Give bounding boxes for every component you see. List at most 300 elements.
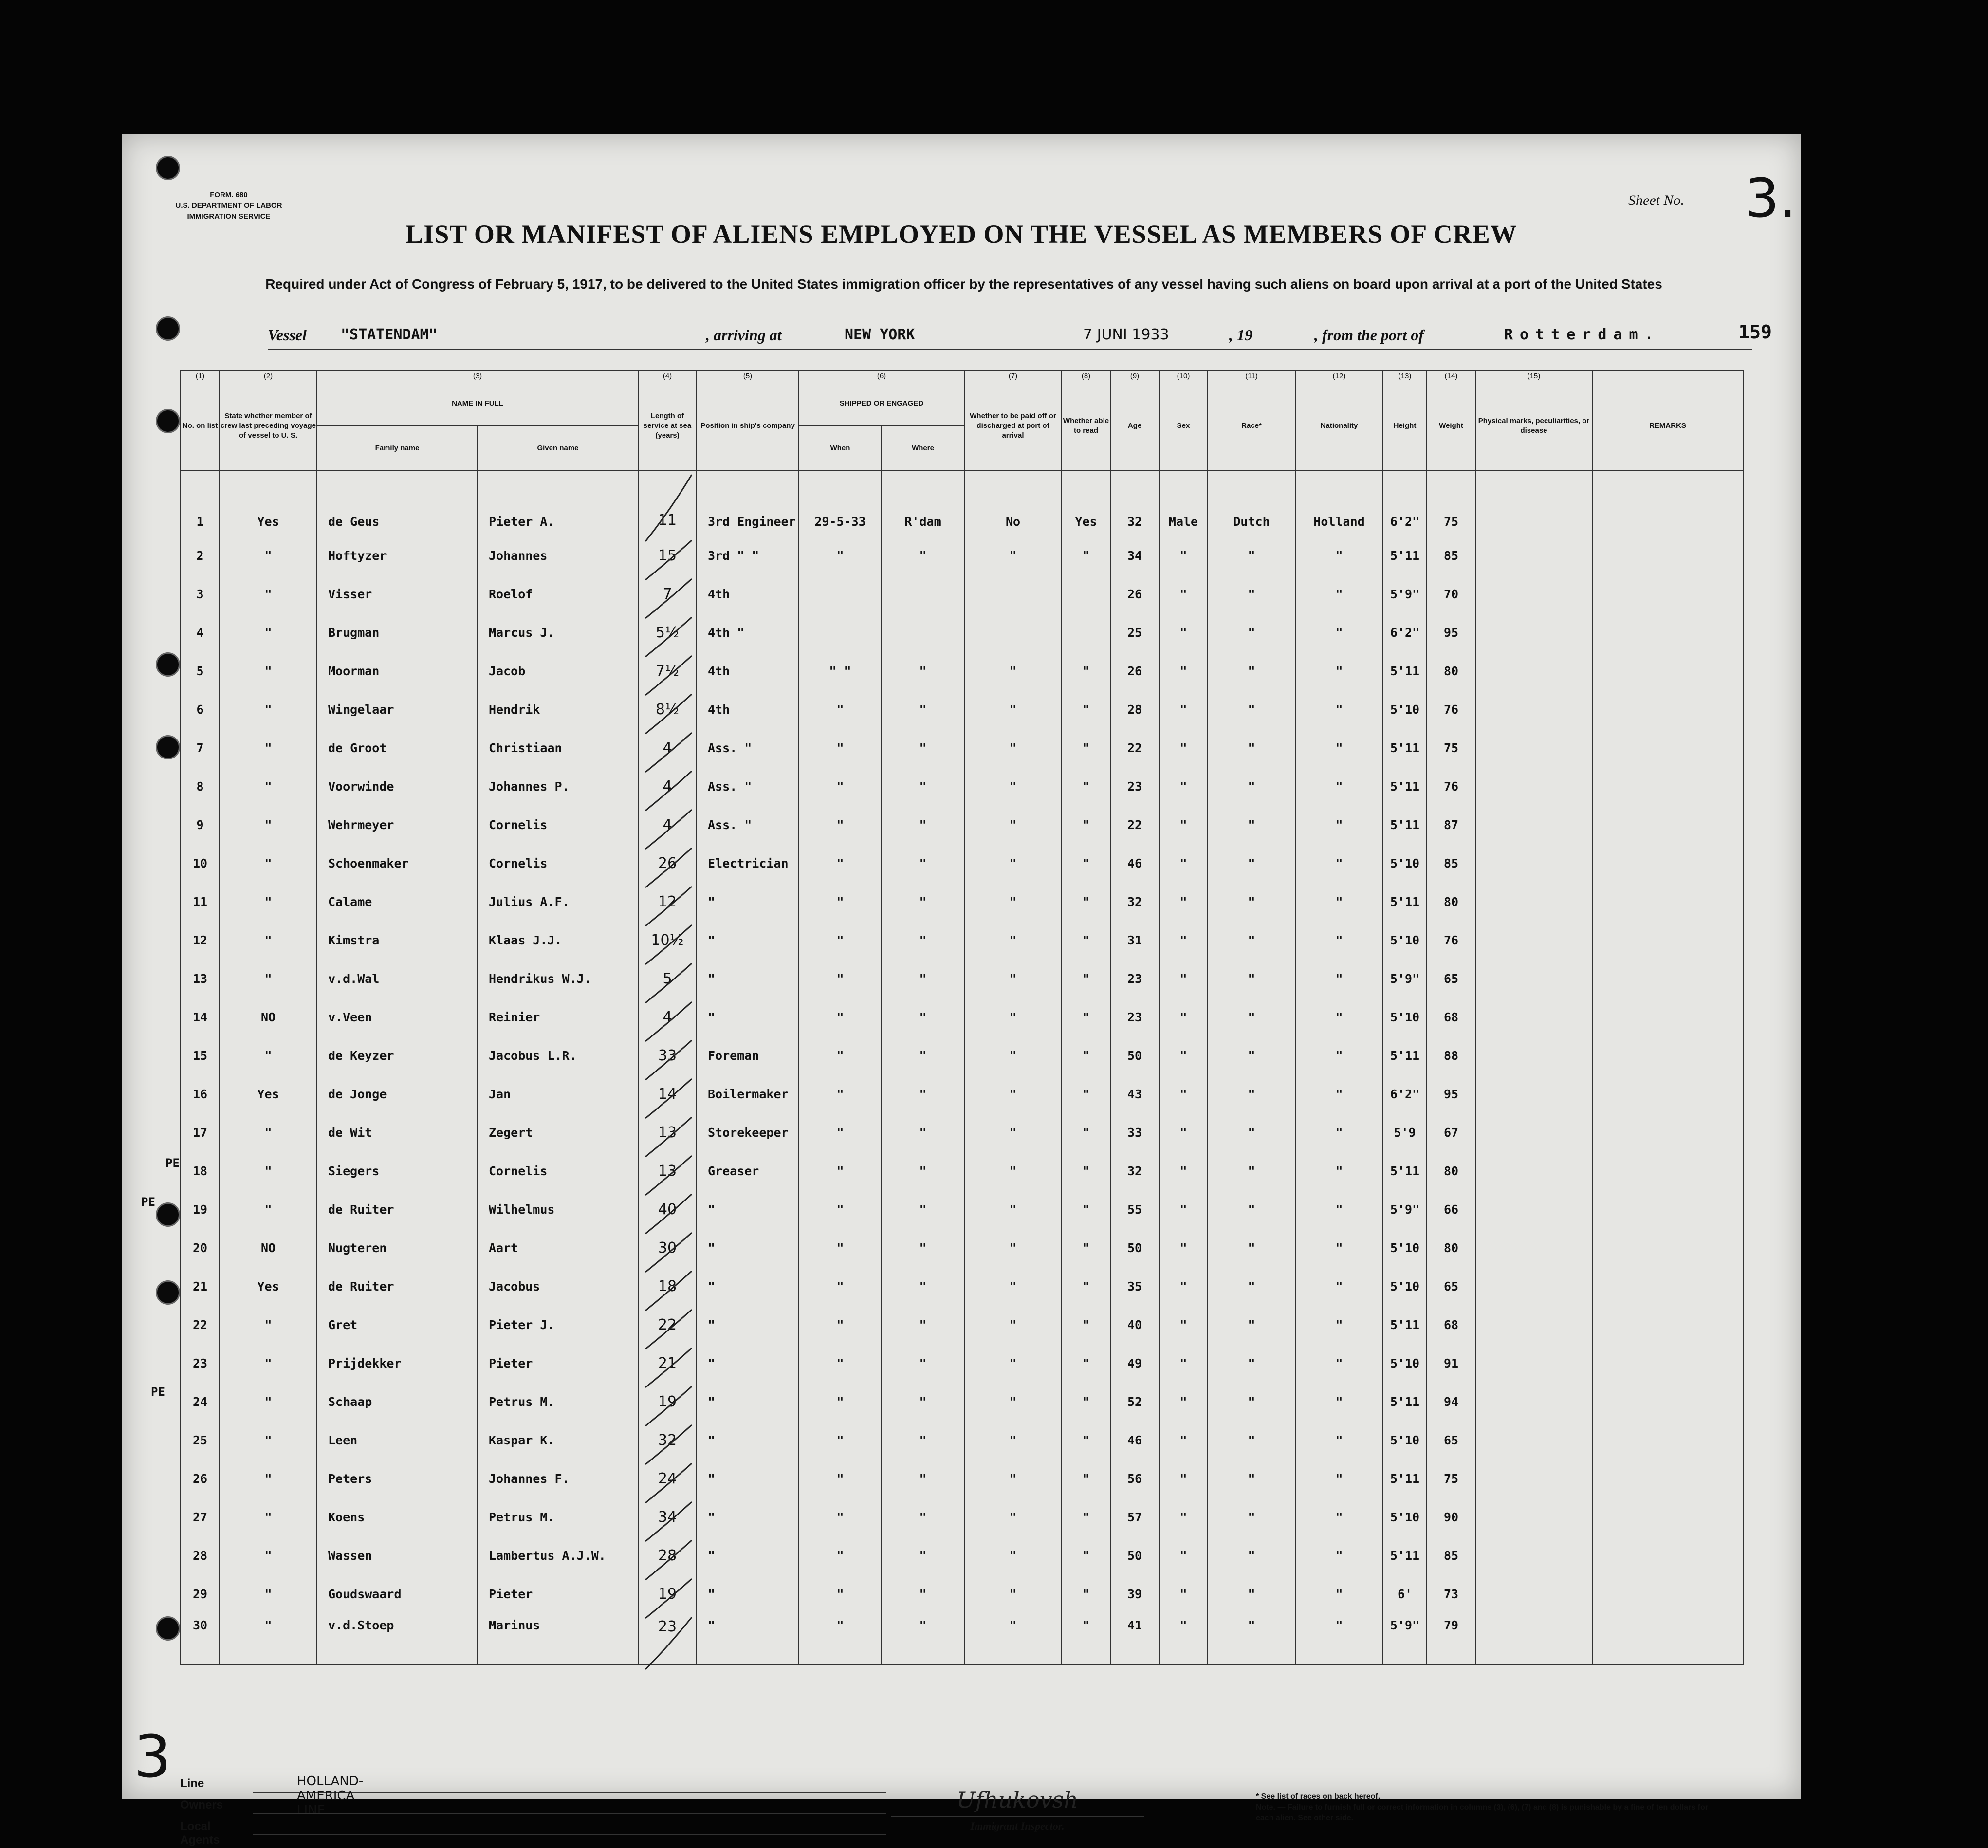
able-to-read: ": [1062, 1498, 1110, 1536]
race: ": [1208, 1383, 1295, 1421]
nationality: ": [1295, 1229, 1383, 1267]
sex: ": [1159, 998, 1208, 1036]
header-sex: Sex: [1159, 382, 1208, 471]
header-marks: Physical marks, peculiarities, or disease: [1475, 382, 1592, 471]
weight: 94: [1427, 1383, 1475, 1421]
remarks: [1592, 471, 1743, 536]
sex: ": [1159, 1613, 1208, 1664]
weight: 88: [1427, 1036, 1475, 1075]
header-family-name: Family name: [317, 426, 478, 471]
service-length: 4: [638, 806, 697, 844]
weight: 76: [1427, 767, 1475, 806]
given-name: Johannes: [478, 536, 638, 575]
margin-mark-pe: PE: [151, 1385, 165, 1399]
row-number: 30: [181, 1613, 220, 1664]
paid-off: ": [964, 1613, 1062, 1664]
able-to-read: ": [1062, 729, 1110, 767]
row-number: 25: [181, 1421, 220, 1460]
row-number: 18: [181, 1152, 220, 1190]
from-port: Rotterdam.: [1504, 326, 1660, 343]
agents-rule: [253, 1834, 886, 1835]
nationality: ": [1295, 883, 1383, 921]
race: ": [1208, 844, 1295, 883]
form-number: FORM. 680: [210, 191, 248, 199]
row-number: 17: [181, 1113, 220, 1152]
header-age: Age: [1110, 382, 1159, 471]
age: 57: [1110, 1498, 1159, 1536]
weight: 75: [1427, 1460, 1475, 1498]
able-to-read: Yes: [1062, 471, 1110, 536]
table-row: [181, 883, 1743, 921]
table-row: [181, 1306, 1743, 1344]
remarks: [1592, 1306, 1743, 1344]
paid-off: ": [964, 1267, 1062, 1306]
race: ": [1208, 1421, 1295, 1460]
previous-voyage: ": [220, 536, 317, 575]
age: 56: [1110, 1460, 1159, 1498]
remarks: [1592, 921, 1743, 960]
header-weight: Weight: [1427, 382, 1475, 471]
table-row: [181, 1267, 1743, 1306]
shipped-where: ": [882, 998, 964, 1036]
family-name: de Groot: [317, 729, 478, 767]
height: 5'9: [1383, 1113, 1427, 1152]
able-to-read: ": [1062, 883, 1110, 921]
inspector-block: [891, 1787, 1144, 1832]
able-to-read: ": [1062, 806, 1110, 844]
height: 5'11: [1383, 806, 1427, 844]
race: ": [1208, 536, 1295, 575]
service-length: 19: [638, 1575, 697, 1613]
nationality: ": [1295, 844, 1383, 883]
race: ": [1208, 729, 1295, 767]
race: ": [1208, 1113, 1295, 1152]
shipped-when: " ": [799, 652, 882, 690]
able-to-read: [1062, 575, 1110, 613]
remarks: [1592, 1498, 1743, 1536]
row-number: 1: [181, 471, 220, 536]
weight: 67: [1427, 1113, 1475, 1152]
height: 6'2": [1383, 613, 1427, 652]
physical-marks: [1475, 1075, 1592, 1113]
table-row: [181, 729, 1743, 767]
nationality: ": [1295, 690, 1383, 729]
shipped-where: ": [882, 1536, 964, 1575]
inspector-label: Immigrant Inspector.: [891, 1816, 1144, 1832]
remarks: [1592, 652, 1743, 690]
height: 5'11: [1383, 1536, 1427, 1575]
family-name: Schoenmaker: [317, 844, 478, 883]
family-name: Schaap: [317, 1383, 478, 1421]
family-name: Moorman: [317, 652, 478, 690]
service-length: 15: [638, 536, 697, 575]
age: 23: [1110, 998, 1159, 1036]
footnotes: [1256, 1792, 1709, 1824]
paid-off: ": [964, 729, 1062, 767]
given-name: Pieter: [478, 1575, 638, 1613]
sex: Male: [1159, 471, 1208, 536]
able-to-read: ": [1062, 1190, 1110, 1229]
physical-marks: [1475, 652, 1592, 690]
family-name: Visser: [317, 575, 478, 613]
remarks: [1592, 883, 1743, 921]
nationality: ": [1295, 1190, 1383, 1229]
race: ": [1208, 1306, 1295, 1344]
nationality: ": [1295, 613, 1383, 652]
physical-marks: [1475, 1190, 1592, 1229]
race: ": [1208, 883, 1295, 921]
age: 43: [1110, 1075, 1159, 1113]
service-length: 18: [638, 1267, 697, 1306]
family-name: Koens: [317, 1498, 478, 1536]
ship-position: ": [697, 883, 799, 921]
remarks: [1592, 998, 1743, 1036]
nationality: ": [1295, 960, 1383, 998]
shipped-when: ": [799, 1229, 882, 1267]
table-row: [181, 806, 1743, 844]
paid-off: ": [964, 1383, 1062, 1421]
height: 5'10: [1383, 1421, 1427, 1460]
row-number: 5: [181, 652, 220, 690]
sex: ": [1159, 690, 1208, 729]
height: 5'11: [1383, 536, 1427, 575]
age: 46: [1110, 1421, 1159, 1460]
shipped-when: ": [799, 1267, 882, 1306]
header-shipped-group: SHIPPED OR ENGAGED: [799, 382, 964, 426]
age: 46: [1110, 844, 1159, 883]
shipped-where: ": [882, 1113, 964, 1152]
family-name: de Wit: [317, 1113, 478, 1152]
row-number: 26: [181, 1460, 220, 1498]
sex: ": [1159, 1383, 1208, 1421]
nationality: ": [1295, 652, 1383, 690]
shipped-when: [799, 613, 882, 652]
service-length: 22: [638, 1306, 697, 1344]
paid-off: [964, 613, 1062, 652]
age: 22: [1110, 729, 1159, 767]
binder-hole: [156, 156, 180, 180]
remarks: [1592, 1036, 1743, 1075]
weight: 95: [1427, 613, 1475, 652]
shipped-where: ": [882, 1306, 964, 1344]
table-row: [181, 1036, 1743, 1075]
paid-off: ": [964, 767, 1062, 806]
physical-marks: [1475, 806, 1592, 844]
crew-table-wrapper: [180, 370, 1743, 1757]
row-number: 14: [181, 998, 220, 1036]
height: 6'2": [1383, 1075, 1427, 1113]
row-number: 16: [181, 1075, 220, 1113]
manifest-sheet: [122, 134, 1801, 1847]
shipped-when: [799, 575, 882, 613]
table-row: [181, 1113, 1743, 1152]
age: 26: [1110, 575, 1159, 613]
race: ": [1208, 960, 1295, 998]
family-name: Hoftyzer: [317, 536, 478, 575]
previous-voyage: ": [220, 1190, 317, 1229]
physical-marks: [1475, 1460, 1592, 1498]
age: 50: [1110, 1536, 1159, 1575]
given-name: Cornelis: [478, 844, 638, 883]
shipped-where: ": [882, 729, 964, 767]
given-name: Marcus J.: [478, 613, 638, 652]
shipped-where: ": [882, 1383, 964, 1421]
ship-position: ": [697, 998, 799, 1036]
weight: 66: [1427, 1190, 1475, 1229]
paid-off: ": [964, 690, 1062, 729]
paid-off: ": [964, 1113, 1062, 1152]
service-length: 4: [638, 998, 697, 1036]
paid-off: ": [964, 1190, 1062, 1229]
sex: ": [1159, 536, 1208, 575]
given-name: Zegert: [478, 1113, 638, 1152]
table-row: [181, 767, 1743, 806]
column-number: (15): [1475, 370, 1592, 382]
ship-position: 4th: [697, 652, 799, 690]
shipped-where: ": [882, 1075, 964, 1113]
previous-voyage: ": [220, 1306, 317, 1344]
age: 22: [1110, 806, 1159, 844]
able-to-read: ": [1062, 536, 1110, 575]
race: ": [1208, 1152, 1295, 1190]
remarks: [1592, 1460, 1743, 1498]
able-to-read: ": [1062, 767, 1110, 806]
shipped-where: ": [882, 1152, 964, 1190]
binder-hole: [156, 1202, 180, 1227]
paid-off: ": [964, 1498, 1062, 1536]
sex: ": [1159, 1460, 1208, 1498]
age: 35: [1110, 1267, 1159, 1306]
family-name: Calame: [317, 883, 478, 921]
physical-marks: [1475, 1536, 1592, 1575]
row-number: 7: [181, 729, 220, 767]
race: ": [1208, 690, 1295, 729]
row-number: 2: [181, 536, 220, 575]
previous-voyage: ": [220, 1344, 317, 1383]
nationality: ": [1295, 536, 1383, 575]
row-number: 15: [181, 1036, 220, 1075]
weight: 90: [1427, 1498, 1475, 1536]
previous-voyage: NO: [220, 998, 317, 1036]
weight: 80: [1427, 652, 1475, 690]
shipped-when: ": [799, 729, 882, 767]
header-nationality: Nationality: [1295, 382, 1383, 471]
able-to-read: ": [1062, 1421, 1110, 1460]
height: 5'11: [1383, 729, 1427, 767]
previous-voyage: NO: [220, 1229, 317, 1267]
physical-marks: [1475, 690, 1592, 729]
sex: ": [1159, 960, 1208, 998]
nationality: ": [1295, 1421, 1383, 1460]
age: 52: [1110, 1383, 1159, 1421]
row-number: 23: [181, 1344, 220, 1383]
physical-marks: [1475, 1575, 1592, 1613]
agents-label: Local Agents: [180, 1820, 220, 1847]
physical-marks: [1475, 1344, 1592, 1383]
paid-off: ": [964, 1152, 1062, 1190]
paid-off: ": [964, 1229, 1062, 1267]
ship-position: Boilermaker: [697, 1075, 799, 1113]
age: 33: [1110, 1113, 1159, 1152]
table-row: [181, 921, 1743, 960]
height: 5'9": [1383, 1613, 1427, 1664]
shipped-when: ": [799, 806, 882, 844]
ship-position: Storekeeper: [697, 1113, 799, 1152]
nationality: ": [1295, 1613, 1383, 1664]
given-name: Klaas J.J.: [478, 921, 638, 960]
shipped-where: ": [882, 1613, 964, 1664]
column-number: [1592, 370, 1743, 382]
remarks: [1592, 1383, 1743, 1421]
paid-off: ": [964, 1344, 1062, 1383]
ship-position: 4th: [697, 690, 799, 729]
height: 5'10: [1383, 921, 1427, 960]
paid-off: ": [964, 844, 1062, 883]
shipped-where: ": [882, 883, 964, 921]
family-name: de Jonge: [317, 1075, 478, 1113]
column-number: (12): [1295, 370, 1383, 382]
physical-marks: [1475, 1498, 1592, 1536]
column-number: (8): [1062, 370, 1110, 382]
previous-voyage: ": [220, 1575, 317, 1613]
race: ": [1208, 921, 1295, 960]
sheet-number: 3.: [1745, 167, 1796, 229]
nationality: ": [1295, 1575, 1383, 1613]
nationality: ": [1295, 1536, 1383, 1575]
paid-off: ": [964, 806, 1062, 844]
age: 34: [1110, 536, 1159, 575]
race: ": [1208, 998, 1295, 1036]
ship-position: 4th ": [697, 613, 799, 652]
ship-position: ": [697, 921, 799, 960]
row-number: 3: [181, 575, 220, 613]
shipped-when: ": [799, 1421, 882, 1460]
line-label: Line: [180, 1777, 204, 1790]
given-name: Johannes F.: [478, 1460, 638, 1498]
nationality: ": [1295, 806, 1383, 844]
year-label: , 19: [1229, 326, 1252, 344]
given-name: Christiaan: [478, 729, 638, 767]
family-name: Siegers: [317, 1152, 478, 1190]
family-name: Peters: [317, 1460, 478, 1498]
sheet-number-label: [1628, 167, 1796, 229]
race: ": [1208, 613, 1295, 652]
nationality: Holland: [1295, 471, 1383, 536]
given-name: Reinier: [478, 998, 638, 1036]
service-length: 11: [638, 471, 697, 536]
given-name: Pieter J.: [478, 1306, 638, 1344]
column-number: (1): [181, 370, 220, 382]
race: ": [1208, 652, 1295, 690]
able-to-read: ": [1062, 844, 1110, 883]
given-name: Roelof: [478, 575, 638, 613]
shipped-when: ": [799, 1306, 882, 1344]
service-length: 7: [638, 575, 697, 613]
shipped-when: ": [799, 998, 882, 1036]
row-number: 9: [181, 806, 220, 844]
weight: 80: [1427, 1229, 1475, 1267]
remarks: [1592, 1536, 1743, 1575]
service-length: 5½: [638, 613, 697, 652]
physical-marks: [1475, 536, 1592, 575]
column-number: (13): [1383, 370, 1427, 382]
sex: ": [1159, 1152, 1208, 1190]
paid-off: ": [964, 1575, 1062, 1613]
family-name: de Ruiter: [317, 1267, 478, 1306]
given-name: Hendrik: [478, 690, 638, 729]
weight: 95: [1427, 1075, 1475, 1113]
ship-position: 4th: [697, 575, 799, 613]
table-row: [181, 1152, 1743, 1190]
shipped-where: ": [882, 844, 964, 883]
shipped-where: ": [882, 1460, 964, 1498]
family-name: v.d.Stoep: [317, 1613, 478, 1664]
service-length: 32: [638, 1421, 697, 1460]
age: 32: [1110, 883, 1159, 921]
weight: 85: [1427, 844, 1475, 883]
given-name: Johannes P.: [478, 767, 638, 806]
remarks: [1592, 613, 1743, 652]
ship-position: ": [697, 1344, 799, 1383]
shipped-when: ": [799, 1498, 882, 1536]
column-number: (9): [1110, 370, 1159, 382]
column-number: (11): [1208, 370, 1295, 382]
race: ": [1208, 1229, 1295, 1267]
family-name: Gret: [317, 1306, 478, 1344]
nationality: ": [1295, 575, 1383, 613]
sex: ": [1159, 806, 1208, 844]
previous-voyage: Yes: [220, 1075, 317, 1113]
sex: ": [1159, 767, 1208, 806]
sex: ": [1159, 1536, 1208, 1575]
shipped-where: ": [882, 806, 964, 844]
shipped-where: ": [882, 1575, 964, 1613]
weight: 65: [1427, 1267, 1475, 1306]
height: 6': [1383, 1575, 1427, 1613]
shipped-where: ": [882, 652, 964, 690]
physical-marks: [1475, 960, 1592, 998]
able-to-read: ": [1062, 1306, 1110, 1344]
remarks: [1592, 1152, 1743, 1190]
able-to-read: ": [1062, 1267, 1110, 1306]
weight: 91: [1427, 1344, 1475, 1383]
sex: ": [1159, 1267, 1208, 1306]
crew-rows: [181, 471, 1743, 1664]
sex: ": [1159, 613, 1208, 652]
shipped-when: ": [799, 767, 882, 806]
shipped-when: ": [799, 1344, 882, 1383]
shipped-where: ": [882, 960, 964, 998]
age: 49: [1110, 1344, 1159, 1383]
document-subtitle: Required under Act of Congress of February 5, 1917, to be delivered to the United States immigration officer by the representatives of any vessel having such aliens on board upon arrival at a port of the United States: [265, 277, 1662, 292]
able-to-read: ": [1062, 1383, 1110, 1421]
margin-mark-pe: PE: [166, 1156, 180, 1170]
shipped-when: ": [799, 690, 882, 729]
paid-off: ": [964, 652, 1062, 690]
shipped-where: R'dam: [882, 471, 964, 536]
binder-hole: [156, 735, 180, 759]
height: 5'10: [1383, 690, 1427, 729]
shipped-when: ": [799, 883, 882, 921]
shipped-when: ": [799, 1460, 882, 1498]
sex: ": [1159, 1306, 1208, 1344]
service-length: 12: [638, 883, 697, 921]
age: 25: [1110, 613, 1159, 652]
previous-voyage: ": [220, 883, 317, 921]
nationality: ": [1295, 1460, 1383, 1498]
height: 5'11: [1383, 1152, 1427, 1190]
header-length: Length of service at sea (years): [638, 382, 697, 471]
